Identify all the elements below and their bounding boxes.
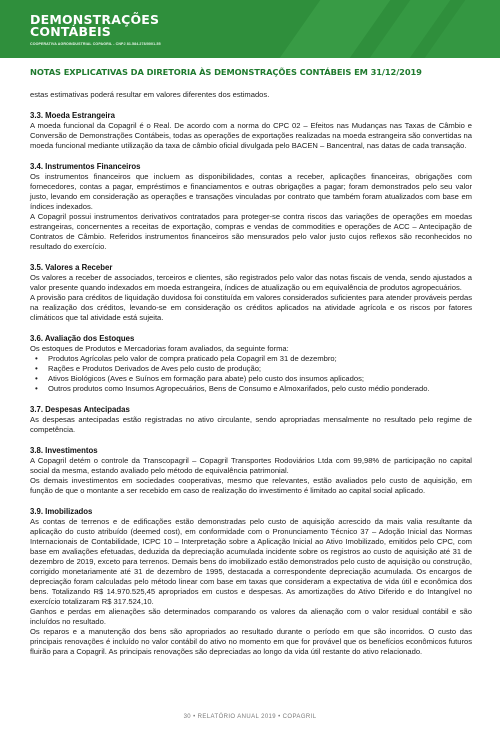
section-heading-despesas: 3.7. Despesas Antecipadas (30, 405, 130, 414)
paragraph: Os estoques de Produtos e Mercadorias foram avaliados, da seguinte forma: (30, 344, 289, 353)
paragraph: A moeda funcional da Copagril é o Real. De acordo com a norma do CPC 02 – Efeitos nas Mudanças nas Taxas de Câmbio e Conversão de Demonstrações Contábeis, todas as operações de exportações realizadas na moeda estrangeira são convertidas na moeda funcional mediante utilização da taxa de câmbio oficial divulgada pelo BACEN – Bancentral, nas datas de cada transação. (30, 121, 472, 150)
paragraph: As despesas antecipadas estão registradas no ativo circulante, sendo apropriadas mensalmente no resultado pelo regime de competência. (30, 415, 472, 434)
paragraph: Os instrumentos financeiros que incluem as disponibilidades, contas a receber, aplicações financeiras, obrigações com fornecedores, contas a pagar, empréstimos e financiamentos e outras obrigações a pagar; foram demonstrados pelo seu valor justo, levando em consideração as operações e transações vinculadas por contrato que também foram atualizados com base em índices indexados. (30, 172, 472, 211)
paragraph: A Copagril possui instrumentos derivativos contratados para proteger-se contra riscos das variações de operações em moedas estrangeiras, concernentes a receitas de exportação, compras e vendas de commodities e operações de ACC – Antecipação de Contratos de Câmbio. Referidos instrumentos financeiros são mensurados pelo valor justo cujos reflexos são reconhecidos no resultado do exercício. (30, 212, 472, 251)
list-item: • Rações e Produtos Derivados de Aves pelo custo de produção; (30, 364, 472, 374)
section-heading-imobilizados: 3.9. Imobilizados (30, 507, 93, 516)
report-subtitle: COOPERATIVA AGROINDUSTRIAL COPAGRIL - CNPJ 81.584.278/0001-55 (30, 42, 161, 46)
report-title-line1: DEMONSTRAÇÕES (30, 12, 160, 27)
section-heading-instrumentos: 3.4. Instrumentos Financeiros (30, 162, 141, 171)
notes-content (30, 90, 472, 657)
paragraph: Os demais investimentos em sociedades cooperativas, mesmo que relevantes, estão avaliados pelo custo de aquisição, em função de que o montante a ser recebido em caso de realização do investimento é limitado ao capital social aplicado. (30, 476, 472, 495)
paragraph: Ganhos e perdas em alienações são determinados comparando os valores da alienação com o valor residual contábil e são incluídos no resultado. (30, 607, 472, 626)
banner-decor-stripe (280, 0, 391, 58)
stock-list (30, 354, 472, 394)
intro-paragraph: estas estimativas poderá resultar em valores diferentes dos estimados. (30, 90, 270, 99)
section-heading-valores: 3.5. Valores a Receber (30, 263, 113, 272)
paragraph: A Copagril detém o controle da Transcopagril – Copagril Transportes Rodoviários Ltda com 99,98% de participação no capital social da mesma, estando avaliado pelo método de equivalência patrimonial. (30, 456, 472, 475)
list-item: • Outros produtos como Insumos Agropecuários, Bens de Consumo e Almoxarifados, pelo custo médio ponderado. (30, 384, 472, 394)
section-heading-investimentos: 3.8. Investimentos (30, 446, 98, 455)
paragraph: A provisão para créditos de liquidação duvidosa foi constituída em valores considerados suficientes para atender prováveis perdas na realização dos créditos, levando-se em consideração os créditos aplicados na atividade agrícola e os riscos por fatores climáticos que tal atividade está sujeita. (30, 293, 472, 322)
section-heading-estoques: 3.6. Avaliação dos Estoques (30, 334, 135, 343)
header-banner (0, 0, 500, 58)
paragraph: As contas de terrenos e de edificações estão demonstradas pelo custo de aquisição acrescido da mais valia resultante da aplicação do custo atribuído (deemed cost), em conformidade com o Pronunciamento Técnico 37 – Adoção Inicial das Normas Internacionais de Contabilidade, ICPC 10 – Interpretação sobre a Aplicação Inicial ao Ativo Imobilizado, emitidos pelo CPC, com base em avaliações efetuadas, deduzida da depreciação acumulada incidente sobre os registros ao custo de aquisição até 31 de dezembro de 2019, exceto para terrenos. Demais bens do imobilizado estão demonstrados pelo custo de aquisição ou construção, corrigido monetariamente até 31 de dezembro de 1995, destacada a correspondente depreciação acumulada. Os encargos de depreciação foram calculadas pelo método linear com base em taxas que consideram a expectativa de vida útil e econômica dos bens. Totalizando R$ 14.970.525,45 apropriados em custos e despesas. As amortizações do Ativo Diferido e do Intangível no exercício totalizaram R$ 317.524,10. (30, 517, 472, 606)
page-footer: 30 • RELATÓRIO ANUAL 2019 • COPAGRIL (183, 714, 317, 720)
list-item: • Ativos Biológicos (Aves e Suínos em formação para abate) pelo custo dos insumos aplicados; (30, 374, 472, 384)
report-title (30, 14, 159, 38)
paragraph: Os valores a receber de associados, terceiros e clientes, são registrados pelo valor das notas fiscais de venda, sendo ajustados a valor presente quando indexados em moeda estrangeira, índices de atualização ou em equivalência de produtos agropecuários. (30, 273, 472, 292)
paragraph: Os reparos e a manutenção dos bens são apropriados ao resultado durante o período em que são incorridos. O custo das principais renovações é incluído no valor contábil do ativo no momento em que for provável que os benefícios econômicos futuros fluirão para a Copagril. As principais renovações são depreciadas ao longo da vida útil restante do ativo relacionado. (30, 627, 472, 656)
page-heading: NOTAS EXPLICATIVAS DA DIRETORIA ÀS DEMONSTRAÇÕES CONTÁBEIS EM 31/12/2019 (30, 67, 422, 77)
report-title-line2: CONTÁBEIS (30, 24, 112, 39)
section-heading-moeda: 3.3. Moeda Estrangeira (30, 111, 115, 120)
list-item: • Produtos Agrícolas pelo valor de compra praticado pela Copagril em 31 de dezembro; (30, 354, 472, 364)
